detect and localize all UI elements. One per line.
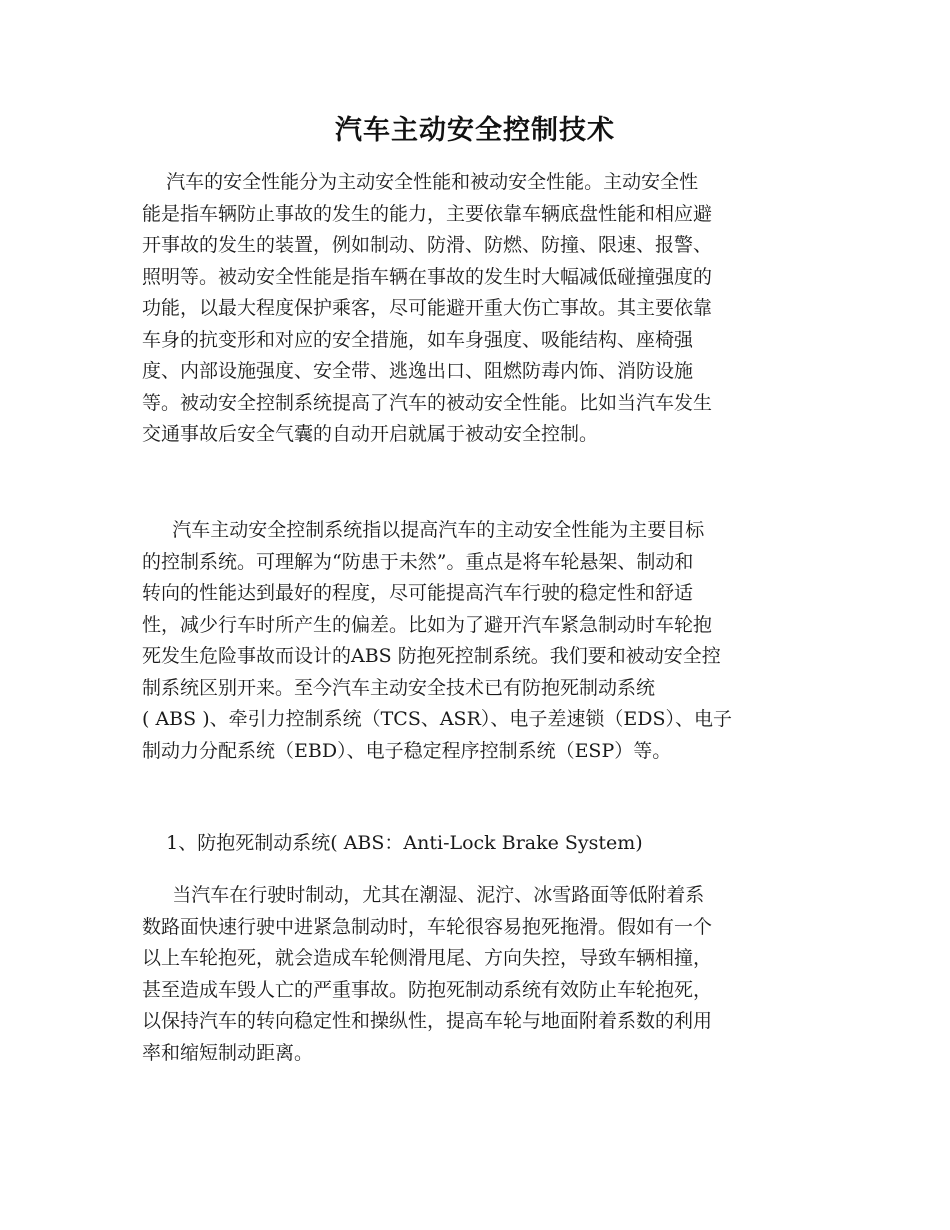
- text-line: 的控制系统。可理解为“防患于未然”。重点是将车轮悬架、制动和: [142, 550, 694, 573]
- paragraph-abs: [142, 880, 814, 1069]
- text-line: 交通事故后安全气囊的自动开启就属于被动安全控制。: [142, 423, 599, 445]
- text-line: 性，减少行车时所产生的偏差。比如为了避开汽车紧急制动时车轮抱: [142, 613, 713, 636]
- text-line: 能是指车辆防止事故的发生的能力，主要依靠车辆底盘性能和相应避: [142, 202, 713, 225]
- text-line: 度、内部设施强度、安全带、逃逸出口、阻燃防毒内饰、消防设施: [142, 360, 694, 382]
- text-line: 以上车轮抱死，就会造成车轮侧滑甩尾、方向失控，导致车辆相撞，: [142, 947, 713, 969]
- text-line: 车身的抗变形和对应的安全措施，如车身强度、吸能结构、座椅强: [142, 328, 694, 351]
- text-line: 等。被动安全控制系统提高了汽车的被动安全性能。比如当汽车发生: [142, 391, 713, 414]
- text-line: 功能，以最大程度保护乘客，尽可能避开重大伤亡事故。其主要依靠: [142, 297, 713, 319]
- paragraph-intro: [142, 167, 814, 451]
- section-heading-abs: [142, 828, 814, 860]
- text-line: 以保持汽车的转向稳定性和操纵性，提高车轮与地面附着系数的利用: [142, 1010, 713, 1032]
- paragraph-active-safety: [142, 515, 814, 767]
- section-heading-text: 1、防抱死制动系统( ABS：Anti-Lock Brake System): [142, 832, 643, 854]
- text-line: 当汽车在行驶时制动，尤其在潮湿、泥泞、冰雪路面等低附着系: [142, 884, 705, 906]
- text-line: 数路面快速行驶中进紧急制动时，车轮很容易抱死拖滑。假如有一个: [142, 915, 713, 938]
- text-line: 死发生危险事故而设计的ABS 防抱死控制系统。我们要和被动安全控: [142, 645, 721, 667]
- text-line: 率和缩短制动距离。: [142, 1041, 314, 1064]
- document-title: 汽车主动安全控制技术: [335, 115, 615, 146]
- text-line: 照明等。被动安全性能是指车辆在事故的发生时大幅减低碰撞强度的: [142, 265, 713, 288]
- text-line: 制动力分配系统（EBD）、电子稳定程序控制系统（ESP）等。: [142, 739, 672, 762]
- text-line: 汽车的安全性能分为主动安全性能和被动安全性能。主动安全性: [142, 171, 699, 193]
- text-line: 甚至造成车毁人亡的严重事故。防抱死制动系统有效防止车轮抱死，: [142, 978, 713, 1001]
- text-line: ( ABS )、牵引力控制系统（TCS、ASR）、电子差速锁（EDS）、电子: [142, 708, 732, 730]
- text-line: 汽车主动安全控制系统指以提高汽车的主动安全性能为主要目标: [142, 519, 705, 541]
- text-line: 转向的性能达到最好的程度，尽可能提高汽车行驶的稳定性和舒适: [142, 582, 694, 604]
- text-line: 制系统区别开来。至今汽车主动安全技术已有防抱死制动系统: [142, 676, 656, 699]
- text-line: 开事故的发生的装置，例如制动、防滑、防燃、防撞、限速、报警、: [142, 234, 713, 256]
